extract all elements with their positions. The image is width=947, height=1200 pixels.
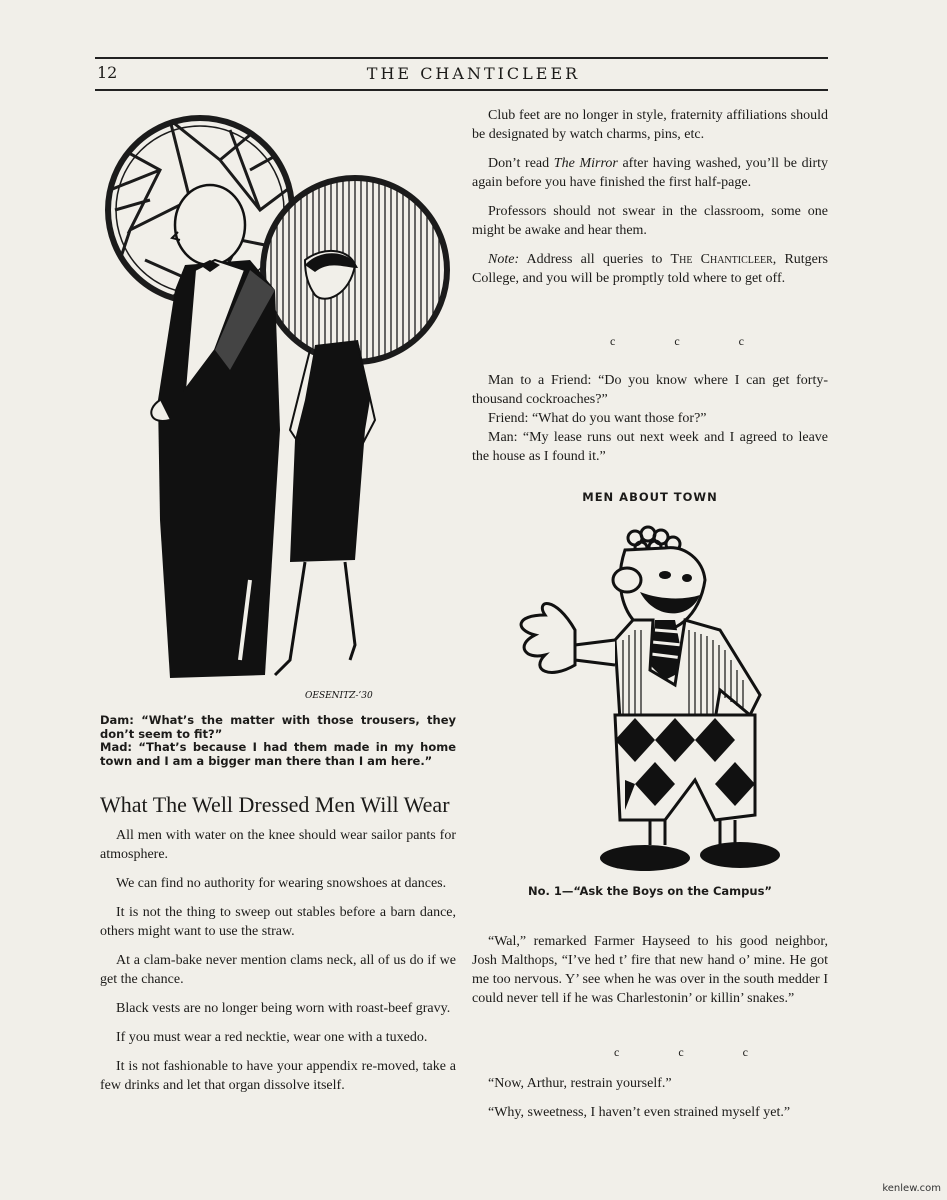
caption-mad: Mad: “That’s because I had them made in my home town and I am a bigger man there than I am here.” bbox=[100, 740, 456, 768]
article-paragraph: At a clam-bake never mention clams neck, all of us do if we get the chance. bbox=[100, 953, 456, 987]
article-paragraph: All men with water on the knee should wear sailor pants for atmosphere. bbox=[100, 828, 456, 862]
cockroach-joke bbox=[472, 371, 828, 466]
mirror-paragraph: Don’t read The Mirror after having washed, you’ll be dirty again before you have finished the first half-page. bbox=[472, 156, 829, 190]
masthead-title: THE CHANTICLEER bbox=[366, 64, 581, 83]
checkered-pants bbox=[615, 715, 755, 820]
separator-ccc-2: c c c bbox=[614, 1045, 776, 1059]
sweetness-line: “Why, sweetness, I haven’t even strained myself yet.” bbox=[488, 1105, 791, 1120]
article-paragraph: It is not the thing to sweep out stables before a barn dance, others might want to use the straw. bbox=[100, 905, 456, 939]
right-column-top bbox=[472, 106, 828, 298]
arthur-line: “Now, Arthur, restrain yourself.” bbox=[488, 1076, 672, 1091]
header-rule-bottom bbox=[95, 89, 828, 91]
article-headline: What The Well Dressed Men Will Wear bbox=[100, 792, 450, 817]
header-rule-top bbox=[95, 57, 828, 59]
separator-ccc-1: c c c bbox=[610, 334, 772, 348]
clown-illustration bbox=[515, 520, 785, 880]
illustration-signature: OESENITZ-’30 bbox=[305, 691, 373, 701]
joke-line: Friend: “What do you want those for?” bbox=[488, 411, 707, 426]
couple-illustration bbox=[100, 100, 460, 710]
farmer-joke bbox=[472, 932, 828, 1018]
arthur-joke bbox=[472, 1074, 828, 1132]
men-about-town-caption: No. 1—“Ask the Boys on the Campus” bbox=[528, 884, 772, 898]
article-paragraph: If you must wear a red necktie, wear one with a tuxedo. bbox=[116, 1030, 428, 1045]
article-body bbox=[100, 826, 456, 1105]
club-feet-paragraph: Club feet are no longer in style, fraternity affiliations should be designated by watch charms, pins, etc. bbox=[472, 108, 828, 142]
note-paragraph: Note: Address all queries to The Chanticleer, Rutgers College, and you will be promptly told where to get off. bbox=[472, 252, 829, 286]
men-about-town-title: MEN ABOUT TOWN bbox=[582, 490, 718, 504]
article-paragraph: Black vests are no longer being worn with roast-beef gravy. bbox=[116, 1001, 451, 1016]
farmer-joke-paragraph: “Wal,” remarked Farmer Hayseed to his good neighbor, Josh Malthops, “I’ve hed t’ fire that new hand o’ mine. He got me too nervous. Y’ see when he was over in the south medder I could never tell if he was Charlestonin’ or killin’ snakes.” bbox=[472, 934, 828, 1006]
professors-paragraph: Professors should not swear in the classroom, some one might be awake and hear them. bbox=[472, 204, 828, 238]
joke-line: Man to a Friend: “Do you know where I can get forty-thousand cockroaches?” bbox=[472, 373, 828, 407]
article-paragraph: It is not fashionable to have your appendix re-moved, take a few drinks and let that organ dissolve itself. bbox=[100, 1059, 456, 1093]
joke-line: Man: “My lease runs out next week and I agreed to leave the house as I found it.” bbox=[472, 430, 828, 464]
caption-dam: Dam: “What’s the matter with those trousers, they don’t seem to fit?” bbox=[100, 713, 456, 741]
article-paragraph: We can find no authority for wearing snowshoes at dances. bbox=[116, 876, 447, 891]
illustration-caption bbox=[100, 714, 456, 768]
watermark-text: kenlew.com bbox=[882, 1183, 941, 1194]
page-number: 12 bbox=[97, 63, 118, 82]
